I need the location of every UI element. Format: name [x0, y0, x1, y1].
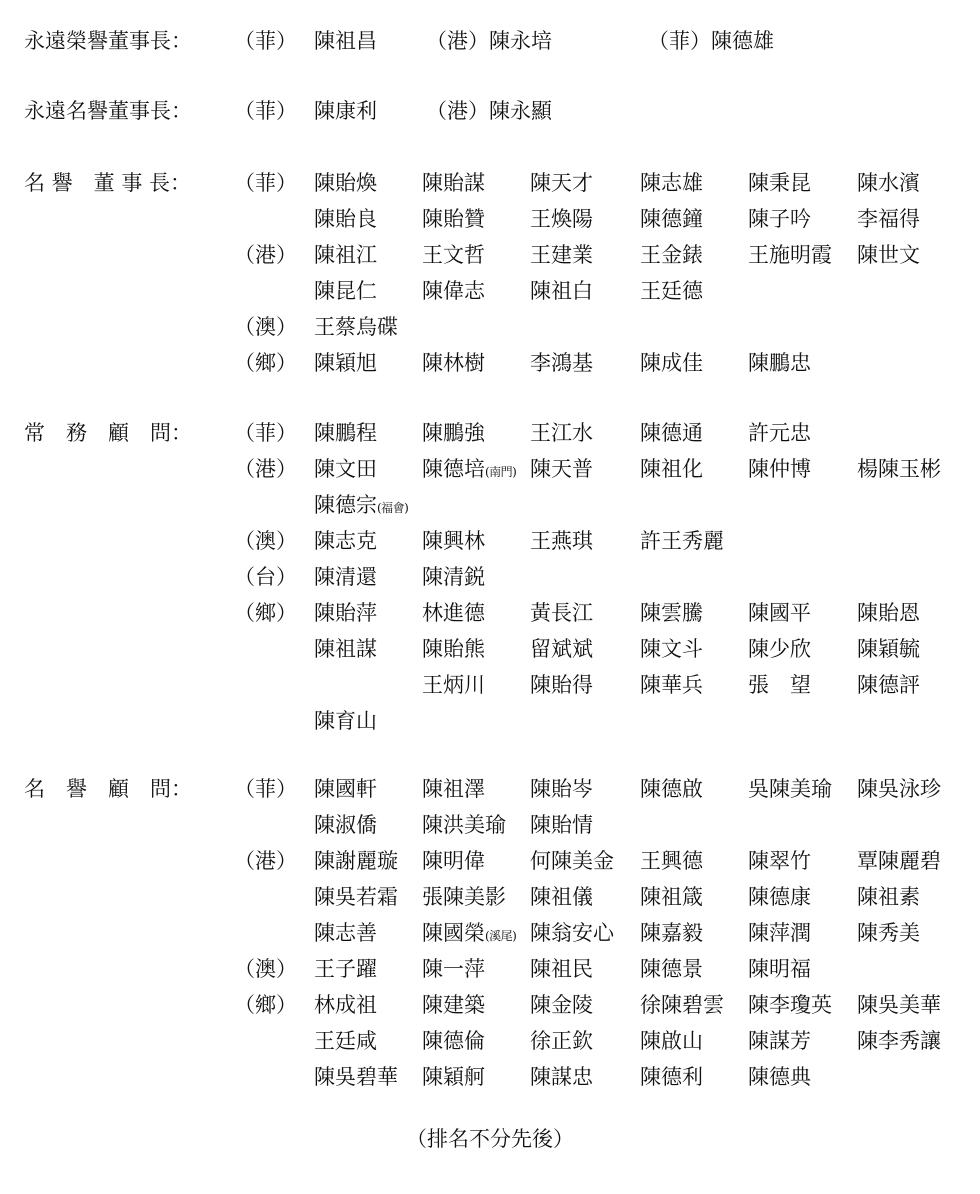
region-label: （菲）: [234, 29, 297, 53]
member-name-text: 陳國平: [748, 601, 811, 625]
member-name: [530, 526, 593, 556]
member-name-text: 陳清鋭: [422, 565, 485, 589]
member-name: [426, 26, 552, 56]
member-name: [314, 1026, 377, 1056]
member-name: [314, 1062, 398, 1092]
member-name: [748, 954, 811, 984]
member-name: [640, 846, 703, 876]
member-name-text: 陳祖澤: [422, 777, 485, 801]
member-name-text: 陳祖箴: [640, 885, 703, 909]
member-name-text: 陳貽萍: [314, 601, 377, 625]
member-name-text: 林進德: [422, 601, 485, 625]
member-name-text: 王子躍: [314, 957, 377, 981]
member-name-text: 陳天普: [530, 457, 593, 481]
member-name: [314, 454, 377, 484]
member-name-text: 陳德利: [640, 1065, 703, 1089]
member-name: [748, 418, 811, 448]
member-name: [314, 774, 377, 804]
member-name: [857, 882, 920, 912]
member-name: [857, 240, 920, 270]
member-name: [530, 882, 593, 912]
member-name: [422, 918, 516, 951]
member-name-text: 陳祖儀: [530, 885, 593, 909]
member-name-text: 吳陳美瑜: [748, 777, 832, 801]
member-name-text: 陳翁安心: [530, 921, 614, 945]
member-name: [422, 954, 485, 984]
member-name: [314, 418, 377, 448]
member-name-text: 陳康利: [314, 99, 377, 123]
member-name-text: （菲）陳德雄: [648, 29, 774, 53]
member-name: [426, 96, 552, 126]
member-name: [314, 276, 377, 306]
member-note: (福會): [377, 501, 409, 515]
member-name-text: 陳華兵: [640, 673, 703, 697]
member-name: [530, 810, 593, 840]
member-name: [640, 634, 703, 664]
member-name-text: 王煥陽: [530, 207, 593, 231]
member-name-text: 陳志善: [314, 921, 377, 945]
member-name-text: 張陳美影: [422, 885, 506, 909]
member-name-text: 陳祖民: [530, 957, 593, 981]
member-name: [857, 634, 920, 664]
member-name: [640, 774, 703, 804]
member-name-text: 陳少欣: [748, 637, 811, 661]
member-name-text: 王江水: [530, 421, 593, 445]
member-name-text: 陳秉昆: [748, 171, 811, 195]
member-name-text: 陳翠竹: [748, 849, 811, 873]
member-name: [640, 882, 703, 912]
region-label: （澳）: [234, 529, 297, 553]
member-name-text: 陳明福: [748, 957, 811, 981]
member-name: [748, 204, 811, 234]
region-label: （鄉）: [234, 601, 297, 625]
region-label: （港）: [234, 243, 297, 267]
member-name: [748, 634, 811, 664]
member-name: [530, 918, 614, 948]
member-name: [748, 846, 811, 876]
member-name: [314, 204, 377, 234]
member-name-text: 陳明偉: [422, 849, 485, 873]
member-name: [422, 418, 485, 448]
member-name-text: 王文哲: [422, 243, 485, 267]
member-name: [748, 990, 832, 1020]
member-name-text: 陳謀忠: [530, 1065, 593, 1089]
member-name: [748, 918, 811, 948]
member-name-text: 王炳川: [422, 673, 485, 697]
region-label: （菲）: [234, 421, 297, 445]
member-name: [748, 882, 811, 912]
member-name: [530, 990, 593, 1020]
member-name-text: 陳穎毓: [857, 637, 920, 661]
member-name-text: 陳貽煥: [314, 171, 377, 195]
member-name: [640, 204, 703, 234]
member-name: [748, 454, 811, 484]
member-name-text: 王燕琪: [530, 529, 593, 553]
member-name: [314, 562, 377, 592]
member-name-text: 陳德啟: [640, 777, 703, 801]
member-name-text: 王金錶: [640, 243, 703, 267]
member-name-text: 陳鵬忠: [748, 351, 811, 375]
member-name: [748, 240, 832, 270]
member-name-text: （港）陳永顯: [426, 99, 552, 123]
member-name-text: 陳鵬程: [314, 421, 377, 445]
member-name-text: 楊陳玉彬: [857, 457, 941, 481]
member-name-text: 陳清還: [314, 565, 377, 589]
member-note: (南門): [485, 465, 517, 479]
member-name-text: 陳德典: [748, 1065, 811, 1089]
member-name: [640, 918, 703, 948]
member-name: [748, 348, 811, 378]
member-name-text: 陳文田: [314, 457, 377, 481]
section-title: 常 務 顧 問：: [24, 421, 192, 445]
member-name: [314, 96, 377, 126]
member-name: [314, 312, 398, 342]
member-name-text: 陳世文: [857, 243, 920, 267]
member-name-text: 王廷德: [640, 279, 703, 303]
member-name: [314, 348, 377, 378]
member-name: [530, 598, 593, 628]
member-name-text: 陳祖謀: [314, 637, 377, 661]
member-name: [857, 204, 920, 234]
member-name: [748, 168, 811, 198]
member-name-text: 陳吳若霜: [314, 885, 398, 909]
member-name: [422, 882, 506, 912]
member-name-text: 陳德康: [748, 885, 811, 909]
member-name-text: 留斌斌: [530, 637, 593, 661]
member-name: [422, 810, 506, 840]
member-name-text: 陳子吟: [748, 207, 811, 231]
member-name: [314, 882, 398, 912]
member-name-text: 陳貽得: [530, 673, 593, 697]
member-name: [530, 240, 593, 270]
member-name-text: 王廷咸: [314, 1029, 377, 1053]
member-name: [857, 990, 941, 1020]
member-name: [530, 204, 593, 234]
member-name: [422, 774, 485, 804]
member-name: [314, 954, 377, 984]
member-name: [640, 168, 703, 198]
member-name: [314, 168, 377, 198]
member-name: [640, 598, 703, 628]
member-name: [422, 1062, 485, 1092]
member-name: [314, 990, 377, 1020]
member-name: [422, 240, 485, 270]
member-name: [640, 348, 703, 378]
member-name-text: 陳貽良: [314, 207, 377, 231]
member-name: [640, 990, 724, 1020]
member-name-text: 陳貽贊: [422, 207, 485, 231]
member-name-text: 陳德宗: [314, 493, 377, 517]
member-name: [640, 1026, 703, 1056]
section-title: 名 譽 顧 問：: [24, 777, 192, 801]
member-name: [640, 418, 703, 448]
member-name-text: 陳萍潤: [748, 921, 811, 945]
member-name-text: 李鴻基: [530, 351, 593, 375]
member-name-text: 陳祖化: [640, 457, 703, 481]
member-name: [640, 526, 724, 556]
member-name: [422, 204, 485, 234]
member-name-text: （港）陳永培: [426, 29, 552, 53]
region-label: （台）: [234, 565, 297, 589]
member-name-text: 陳嘉毅: [640, 921, 703, 945]
member-name-text: 陳祖白: [530, 279, 593, 303]
member-name: [422, 276, 485, 306]
member-name: [530, 276, 593, 306]
member-name-text: 陳謀芳: [748, 1029, 811, 1053]
member-name: [748, 1026, 811, 1056]
member-name: [530, 846, 614, 876]
member-name: [530, 1026, 593, 1056]
member-name-text: 陳貽恩: [857, 601, 920, 625]
member-name: [422, 348, 485, 378]
member-name: [857, 670, 920, 700]
member-name: [640, 276, 703, 306]
member-name-text: 陳鵬強: [422, 421, 485, 445]
member-name: [314, 26, 377, 56]
region-label: （鄉）: [234, 993, 297, 1017]
member-name-text: 陳水濱: [857, 171, 920, 195]
member-name-text: 陳貽謀: [422, 171, 485, 195]
member-name-text: 王興德: [640, 849, 703, 873]
member-name-text: 王施明霞: [748, 243, 832, 267]
member-name-text: 覃陳麗碧: [857, 849, 941, 873]
member-name-text: 徐正欽: [530, 1029, 593, 1053]
region-label: （菲）: [234, 171, 297, 195]
member-name-text: 陳林樹: [422, 351, 485, 375]
member-name-text: 陳祖素: [857, 885, 920, 909]
member-name-text: 徐陳碧雲: [640, 993, 724, 1017]
member-name: [530, 774, 593, 804]
member-name: [857, 454, 941, 484]
region-label: （菲）: [234, 99, 297, 123]
member-name-text: 陳李瓊英: [748, 993, 832, 1017]
member-name-text: 陳吳泳珍: [857, 777, 941, 801]
member-name-text: 陳育山: [314, 709, 377, 733]
member-name: [422, 454, 516, 487]
member-name: [314, 810, 377, 840]
member-name: [422, 670, 485, 700]
region-label: （港）: [234, 457, 297, 481]
footer-note: （排名不分先後）: [406, 1127, 574, 1151]
member-name: [314, 598, 377, 628]
member-name-text: 陳一萍: [422, 957, 485, 981]
member-name-text: 陳國軒: [314, 777, 377, 801]
member-name-text: 陳興林: [422, 529, 485, 553]
member-name: [748, 670, 811, 700]
member-name-text: 陳國榮: [422, 921, 485, 945]
member-name: [530, 418, 593, 448]
member-name-text: 陳祖江: [314, 243, 377, 267]
member-name: [530, 634, 593, 664]
member-name-text: 陳天才: [530, 171, 593, 195]
member-name: [422, 634, 485, 664]
section-title: 名 譽 董 事 長：: [24, 171, 192, 195]
member-name-text: 陳吳美華: [857, 993, 941, 1017]
member-name: [530, 454, 593, 484]
member-name: [422, 562, 485, 592]
member-name: [530, 670, 593, 700]
member-name-text: 陳洪美瑜: [422, 813, 506, 837]
member-name: [857, 168, 920, 198]
member-name: [530, 1062, 593, 1092]
member-name-text: 陳穎旭: [314, 351, 377, 375]
member-name-text: 陳德通: [640, 421, 703, 445]
member-name-text: 陳文斗: [640, 637, 703, 661]
member-name: [314, 490, 408, 523]
member-name-text: 林成祖: [314, 993, 377, 1017]
member-name-text: 陳志雄: [640, 171, 703, 195]
member-name: [422, 990, 485, 1020]
member-name-text: 陳穎舸: [422, 1065, 485, 1089]
member-name: [748, 1062, 811, 1092]
region-label: （鄉）: [234, 351, 297, 375]
member-name-text: 王蔡烏碟: [314, 315, 398, 339]
member-name-text: 陳偉志: [422, 279, 485, 303]
member-name-text: 陳德倫: [422, 1029, 485, 1053]
member-name-text: 陳謝麗璇: [314, 849, 398, 873]
member-name-text: 張 望: [748, 673, 811, 697]
region-label: （港）: [234, 849, 297, 873]
region-label: （澳）: [234, 957, 297, 981]
member-name-text: 許王秀麗: [640, 529, 724, 553]
member-name: [422, 598, 485, 628]
member-name: [640, 670, 703, 700]
member-name-text: 陳貽熊: [422, 637, 485, 661]
member-name-text: 陳德評: [857, 673, 920, 697]
member-name-text: 王建業: [530, 243, 593, 267]
member-name: [314, 706, 377, 736]
member-name: [640, 954, 703, 984]
member-name-text: 陳志克: [314, 529, 377, 553]
member-name: [314, 634, 377, 664]
member-name-text: 陳金陵: [530, 993, 593, 1017]
member-name: [640, 1062, 703, 1092]
member-name: [857, 774, 941, 804]
member-name: [530, 168, 593, 198]
member-name-text: 陳德景: [640, 957, 703, 981]
member-name: [648, 26, 774, 56]
member-name: [857, 1026, 941, 1056]
member-name: [314, 846, 398, 876]
member-name-text: 陳貽情: [530, 813, 593, 837]
member-note: (溪尾): [485, 929, 517, 943]
member-name: [314, 240, 377, 270]
section-title: 永遠名譽董事長：: [24, 99, 192, 123]
member-name: [422, 1026, 485, 1056]
member-name: [857, 918, 920, 948]
member-name-text: 許元忠: [748, 421, 811, 445]
member-name: [530, 348, 593, 378]
member-name-text: 陳貽岑: [530, 777, 593, 801]
member-name-text: 陳秀美: [857, 921, 920, 945]
member-name-text: 陳仲博: [748, 457, 811, 481]
region-label: （菲）: [234, 777, 297, 801]
member-name-text: 陳成佳: [640, 351, 703, 375]
member-name-text: 陳祖昌: [314, 29, 377, 53]
member-name-text: 陳雲騰: [640, 601, 703, 625]
member-name: [422, 846, 485, 876]
member-name-text: 李福得: [857, 207, 920, 231]
member-name: [314, 526, 377, 556]
region-label: （澳）: [234, 315, 297, 339]
member-name-text: 陳德鐘: [640, 207, 703, 231]
member-name: [422, 526, 485, 556]
member-name: [748, 598, 811, 628]
member-name-text: 陳吳碧華: [314, 1065, 398, 1089]
member-name: [314, 918, 377, 948]
member-name: [857, 846, 941, 876]
member-name-text: 陳啟山: [640, 1029, 703, 1053]
member-name: [530, 954, 593, 984]
member-name-text: 陳建築: [422, 993, 485, 1017]
member-name-text: 陳昆仁: [314, 279, 377, 303]
member-name-text: 黃長江: [530, 601, 593, 625]
member-name: [748, 774, 832, 804]
member-name-text: 陳淑僑: [314, 813, 377, 837]
section-title: 永遠榮譽董事長：: [24, 29, 192, 53]
member-name-text: 陳德培: [422, 457, 485, 481]
member-name: [857, 598, 920, 628]
member-name: [640, 454, 703, 484]
member-name-text: 何陳美金: [530, 849, 614, 873]
member-name: [422, 168, 485, 198]
member-name: [640, 240, 703, 270]
member-name-text: 陳李秀讓: [857, 1029, 941, 1053]
